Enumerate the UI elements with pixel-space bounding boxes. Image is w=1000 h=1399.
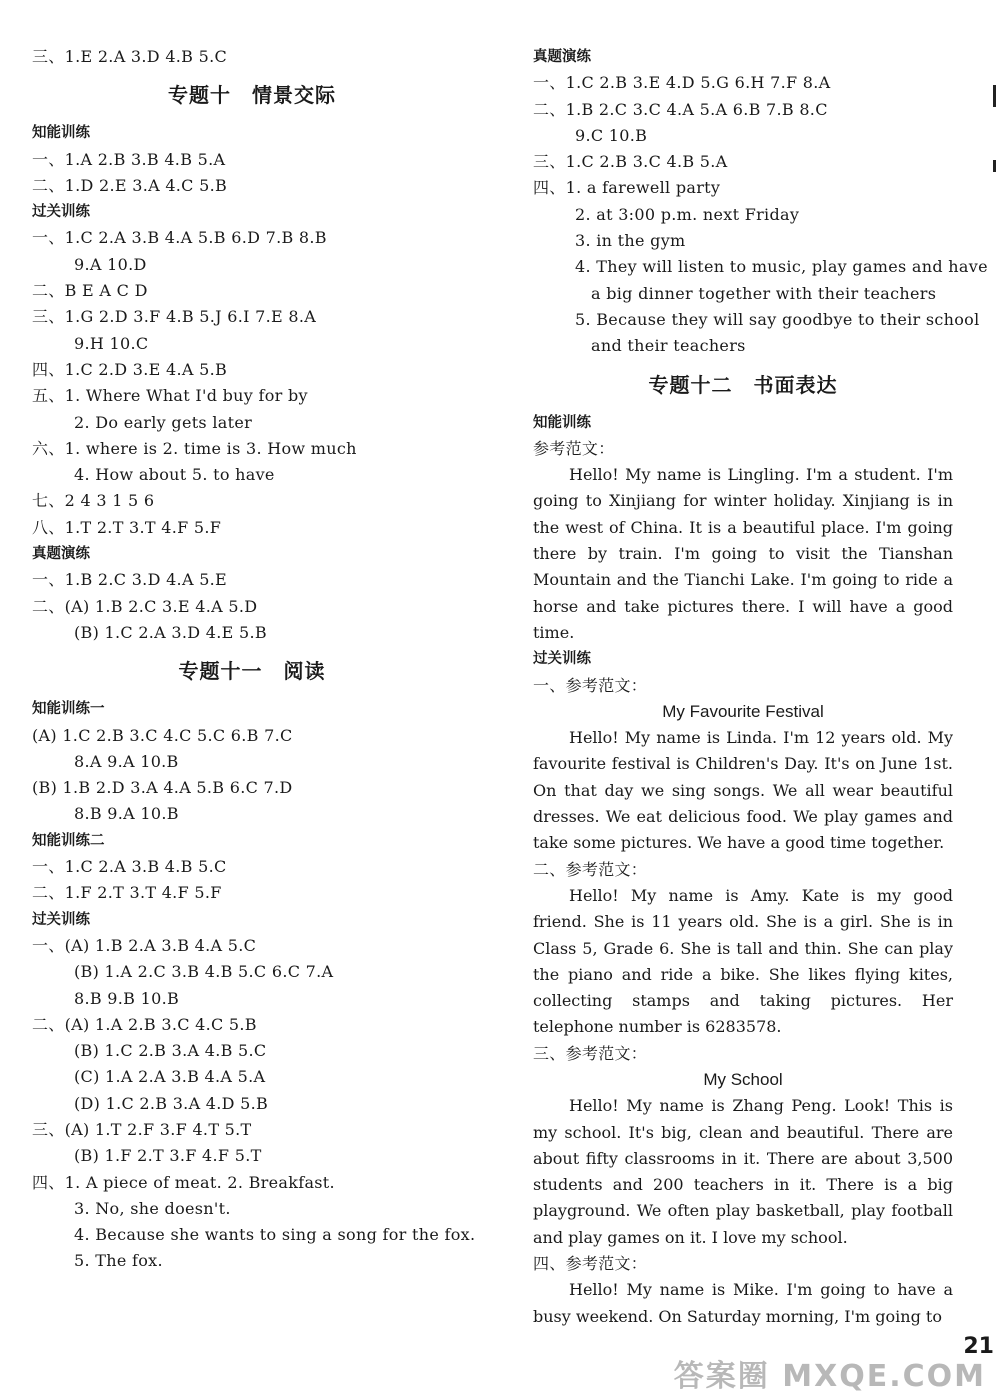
answer-line: 3. No, she doesn't. <box>74 1198 231 1218</box>
answer-line: 五、1. Where What I'd buy for by <box>32 386 308 406</box>
answer-line: 二、1.B 2.C 3.C 4.A 5.A 6.B 7.B 8.C <box>533 99 828 119</box>
subsection-heading: 真题演练 <box>32 546 90 563</box>
subsection-heading: 过关训练 <box>32 204 90 221</box>
answer-line: (D) 1.C 2.B 3.A 4.D 5.B <box>74 1093 269 1113</box>
answer-line: 七、2 4 3 1 5 6 <box>32 491 155 511</box>
answer-line: 四、1. a farewell party <box>533 178 721 198</box>
answer-line: 二、B E A C D <box>32 281 148 301</box>
answer-line: 一、1.B 2.C 3.D 4.A 5.E <box>32 570 228 590</box>
answer-line: 3. in the gym <box>575 231 686 251</box>
answer-line: 二、(A) 1.B 2.C 3.E 4.A 5.D <box>32 596 258 616</box>
answer-line: 8.B 9.A 10.B <box>74 804 179 824</box>
subsection-heading: 知能训练一 <box>32 701 105 718</box>
margin-mark <box>993 160 996 172</box>
sample-essay: Hello! My name is Mike. I'm going to have a busy weekend. On Saturday morning, I'm going to <box>533 1280 953 1326</box>
right-column <box>533 44 988 1330</box>
answer-line: and their teachers <box>591 336 746 356</box>
essay-title: My Favourite Festival <box>662 701 824 721</box>
answer-line: (A) 1.C 2.B 3.C 4.C 5.C 6.B 7.C <box>32 725 293 745</box>
answer-line: 一、(A) 1.B 2.A 3.B 4.A 5.C <box>32 935 257 955</box>
section-title: 专题十一 阅读 <box>178 659 326 684</box>
answer-line: 二、(A) 1.A 2.B 3.C 4.C 5.B <box>32 1014 257 1034</box>
answer-line: 三、1.E 2.A 3.D 4.B 5.C <box>32 47 228 66</box>
answer-line: (B) 1.A 2.C 3.B 4.B 5.C 6.C 7.A <box>74 962 334 982</box>
answer-line: 4. They will listen to music, play games and have <box>575 257 988 277</box>
reference-label: 参考范文： <box>533 438 615 458</box>
answer-line: 三、1.C 2.B 3.C 4.B 5.A <box>533 152 728 172</box>
answer-line: 一、1.C 2.A 3.B 4.B 5.C <box>32 857 227 877</box>
answer-line: 三、1.G 2.D 3.F 4.B 5.J 6.I 7.E 8.A <box>32 307 317 327</box>
reference-label: 二、参考范文： <box>533 859 648 879</box>
answer-line: (C) 1.A 2.A 3.B 4.A 5.A <box>74 1067 266 1087</box>
answer-line: 8.B 9.B 10.B <box>74 988 180 1008</box>
page-number: 21 <box>963 1334 994 1359</box>
answer-line: 八、1.T 2.T 3.T 4.F 5.F <box>32 517 222 537</box>
subsection-heading: 过关训练 <box>32 911 90 928</box>
answer-line: 8.A 9.A 10.B <box>74 751 179 771</box>
answer-line: 三、(A) 1.T 2.F 3.F 4.T 5.T <box>32 1119 252 1139</box>
section-title: 专题十二 书面表达 <box>648 372 838 397</box>
answer-line: 5. Because they will say goodbye to their school <box>575 309 980 329</box>
essay-title: My School <box>703 1069 783 1089</box>
answer-line: 9.A 10.D <box>74 254 147 274</box>
sample-essay: Hello! My name is Amy. Kate is my good friend. She is 11 years old. She is a girl. She is in Class 5, Grade 6. She is tall and thin. She can play the piano and ride a bike. She likes flying kites, collecting stamps and taking pictures. Her telephone number is 6283578. <box>533 885 953 1037</box>
subsection-heading: 知能训练 <box>533 414 591 431</box>
sample-essay: Hello! My name is Lingling. I'm a student. I'm going to Xinjiang for winter holiday. Xinjiang is in the west of China. It is a beautiful place. I'm going there by train. I'm going to visit the Tianshan Mountain and the Tianchi Lake. I'm going to ride a horse and take pictures there. I will have a good time. <box>533 465 953 642</box>
reference-label: 一、参考范文： <box>533 675 648 695</box>
answer-line: 六、1. where is 2. time is 3. How much <box>32 438 357 458</box>
watermark-logo: 答案圈 MXQE.COM <box>673 1359 986 1394</box>
answer-line: (B) 1.C 2.B 3.A 4.B 5.C <box>74 1041 267 1061</box>
sample-essay: Hello! My name is Linda. I'm 12 years old. My favourite festival is Children's Day. It's on June 1st. On that day we sing songs. We all wear beautiful dresses. We eat delicious food. We play games and take some pictures. We have a good time together. <box>533 728 953 853</box>
answer-line: 四、1.C 2.D 3.E 4.A 5.B <box>32 359 228 379</box>
answer-line: (B) 1.F 2.T 3.F 4.F 5.T <box>74 1146 262 1166</box>
reference-label: 三、参考范文： <box>533 1043 648 1063</box>
reference-label: 四、参考范文： <box>533 1254 648 1274</box>
answer-line: 一、1.C 2.B 3.E 4.D 5.G 6.H 7.F 8.A <box>533 73 831 93</box>
subsection-heading: 知能训练二 <box>32 832 105 849</box>
answer-line: 5. The fox. <box>74 1251 163 1271</box>
answer-line: 4. Because she wants to sing a song for the fox. <box>74 1225 476 1245</box>
subsection-heading: 真题演练 <box>533 49 591 65</box>
answer-line: a big dinner together with their teachers <box>591 283 937 303</box>
answer-line: 二、1.F 2.T 3.T 4.F 5.F <box>32 883 222 903</box>
answer-line: 2. Do early gets later <box>74 412 253 432</box>
left-column <box>32 44 476 1275</box>
margin-mark <box>993 85 996 107</box>
answer-line: 一、1.C 2.A 3.B 4.A 5.B 6.D 7.B 8.B <box>32 228 327 248</box>
answer-line: (B) 1.C 2.A 3.D 4.E 5.B <box>74 622 267 642</box>
answer-line: (B) 1.B 2.D 3.A 4.A 5.B 6.C 7.D <box>32 778 293 798</box>
answer-line: 四、1. A piece of meat. 2. Breakfast. <box>32 1172 335 1192</box>
sample-essay: Hello! My name is Zhang Peng. Look! This is my school. It's big, clean and beautiful. There are about fifty classrooms in it. There are about 3,500 students and 200 teachers in it. There is a big playground. We often play basketball, play football and play games on it. I love my school. <box>533 1096 953 1247</box>
section-title: 专题十 情景交际 <box>168 83 336 108</box>
answer-line: 2. at 3:00 p.m. next Friday <box>575 204 800 224</box>
answer-line: 9.C 10.B <box>575 125 648 145</box>
subsection-heading: 知能训练 <box>32 125 90 142</box>
answer-line: 9.H 10.C <box>74 333 149 353</box>
answer-line: 4. How about 5. to have <box>74 465 275 485</box>
answer-line: 二、1.D 2.E 3.A 4.C 5.B <box>32 175 228 195</box>
answer-line: 一、1.A 2.B 3.B 4.B 5.A <box>32 149 226 169</box>
subsection-heading: 过关训练 <box>533 651 591 668</box>
